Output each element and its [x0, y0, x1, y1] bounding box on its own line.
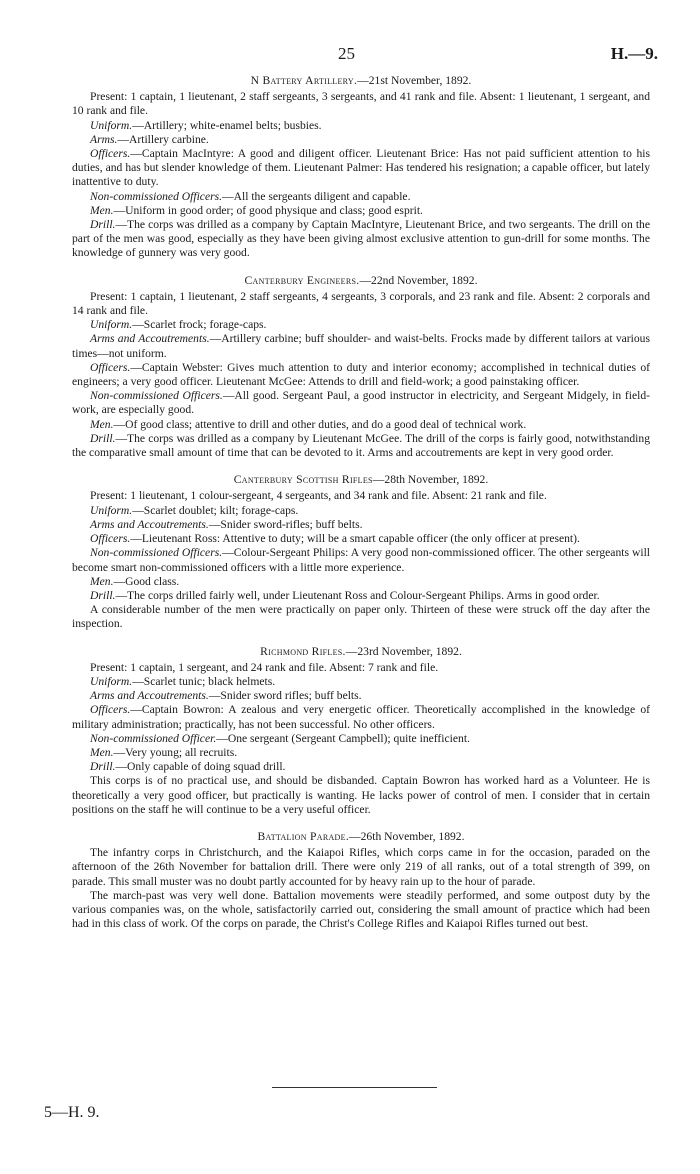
- paragraph-text: —Snider sword-rifles; buff belts.: [208, 517, 363, 531]
- section-paragraph: [72, 133, 650, 147]
- paragraph-text: —Of good class; attentive to drill and other duties, and do a good deal of technical work.: [113, 417, 527, 431]
- paragraph-label: Uniform.: [90, 503, 133, 517]
- paragraph-label: Drill.: [90, 431, 116, 445]
- section-paragraph: [72, 760, 650, 774]
- section-title: [72, 74, 650, 88]
- section-title-date: —28th November, 1892.: [372, 473, 489, 487]
- section-title-name: N Battery Artillery.: [250, 74, 358, 87]
- section-paragraph: [72, 290, 650, 318]
- paragraph-label: Non-commissioned Officers.: [90, 189, 223, 203]
- paragraph-text: —Lieutenant Ross: Attentive to duty; will be a smart capable officer (the only officer at present).: [130, 532, 580, 546]
- paragraph-label: Arms.: [90, 132, 118, 146]
- section-paragraph: [72, 418, 650, 432]
- section-title-name: Battalion Parade.: [257, 829, 350, 843]
- paragraph-text: —Captain Webster: Gives much attention to duty and interior economy; accomplished in technical duties of engineers; a very good officer. Lieutenant McGee: Attends to drill and field-work; a good painstaking officer.: [72, 360, 650, 389]
- paragraph-text: —Captain MacIntyre: A good and diligent officer. Lieutenant Brice: Has not paid sufficient attention to his duties, and has but slender knowledge of them. Lieutenant Palmer: Has tendered his resignation; a capable officer, but lately inattentive to duty.: [72, 147, 650, 189]
- paragraph-label: Men.: [90, 574, 114, 588]
- section-title-date: —21st November, 1892.: [357, 74, 472, 87]
- paragraph-text: —Scarlet frock; forage-caps.: [132, 318, 267, 332]
- paragraph-text: —Scarlet doublet; kilt; forage-caps.: [132, 503, 299, 517]
- section-title-date: —26th November, 1892.: [349, 829, 465, 843]
- section-paragraph: [72, 889, 650, 932]
- section-paragraph: [72, 746, 650, 760]
- paragraph-label: Men.: [90, 203, 114, 217]
- paragraph-text: —Good class.: [113, 574, 180, 588]
- paragraph-text: —One sergeant (Sergeant Campbell); quite inefficient.: [216, 731, 470, 745]
- section-paragraph: [72, 546, 650, 574]
- section-paragraph: [72, 147, 650, 190]
- paragraph-text: —Artillery carbine; buff shoulder- and waist-belts. Frocks made by different tailors at various times—not uniform.: [72, 332, 650, 360]
- report-section: [72, 830, 650, 931]
- section-paragraph: [72, 575, 650, 589]
- closing-rule: [272, 1087, 437, 1088]
- section-paragraph: [72, 603, 650, 631]
- section-paragraph: [72, 204, 650, 218]
- section-paragraph: [72, 689, 650, 703]
- section-paragraph: [72, 675, 650, 689]
- paragraph-text: This corps is of no practical use, and should be disbanded. Captain Bowron has worked hard as a Volunteer. He is theoretically a very good officer, but practically is wanting. He lacks power of control of men. I consider that in certain positions on the staff he will continue to be a very useful officer.: [72, 774, 650, 816]
- section-title-name: Canterbury Engineers.: [244, 273, 360, 287]
- section-title: [72, 830, 650, 844]
- section-paragraph: [72, 119, 650, 133]
- section-paragraph: [72, 318, 650, 332]
- paragraph-label: Drill.: [90, 760, 116, 774]
- section-paragraph: [72, 432, 650, 460]
- section-paragraph: [72, 703, 650, 731]
- section-paragraph: [72, 489, 650, 503]
- paragraph-text: —Artillery carbine.: [117, 132, 209, 146]
- paragraph-label: Officers.: [90, 703, 131, 717]
- paragraph-text: —Snider sword rifles; buff belts.: [208, 689, 362, 703]
- paragraph-text: —The corps was drilled as a company by Captain MacIntyre, Lieutenant Brice, and two sergeants. The drill on the part of the men was good, especially as they have been giving almost exclusive attention to gun-drill for some months. The knowledge of gunnery was very good.: [72, 218, 650, 260]
- paragraph-label: Non-commissioned Officers.: [90, 546, 223, 560]
- paragraph-text: —All good. Sergeant Paul, a good instructor in electricity, and Sergeant Midgely, in field-work, are especially good.: [72, 389, 650, 417]
- paragraph-text: —Only capable of doing squad drill.: [115, 760, 286, 774]
- section-paragraph: [72, 332, 650, 360]
- paragraph-text: —The corps drilled fairly well, under Lieutenant Ross and Colour-Sergeant Philips. Arms in good order.: [115, 588, 600, 602]
- paragraph-text: Present: 1 captain, 1 lieutenant, 2 staff sergeants, 3 sergeants, and 41 rank and file. Absent: 1 lieutenant, 1 sergeant, and 10 rank and file.: [72, 90, 650, 118]
- paragraph-text: —The corps was drilled as a company by Lieutenant McGee. The drill of the corps is fairly good, notwithstanding the comparative small amount of time that can be devoted to it. Arms and accoutrements are kept in very good order.: [72, 431, 650, 460]
- paragraph-label: Uniform.: [90, 318, 133, 332]
- report-section: [72, 473, 650, 631]
- paragraph-label: Arms and Accoutrements.: [90, 689, 209, 703]
- paragraph-label: Uniform.: [90, 118, 133, 132]
- section-paragraph: [72, 846, 650, 889]
- paragraph-label: Officers.: [90, 532, 131, 546]
- paragraph-text: —Captain Bowron: A zealous and very energetic officer. Theoretically accomplished in the knowledge of military administration; practically, has not been successful. No other officers.: [72, 703, 650, 731]
- section-paragraph: [72, 661, 650, 675]
- paragraph-label: Officers.: [90, 360, 131, 374]
- paragraph-label: Officers.: [90, 147, 131, 161]
- page-number: 25: [338, 44, 355, 63]
- paragraph-label: Arms and Accoutrements.: [90, 517, 209, 531]
- section-paragraph: [72, 218, 650, 261]
- paragraph-text: The infantry corps in Christchurch, and the Kaiapoi Rifles, which corps came in for the occasion, paraded on the afternoon of the 26th November for battalion drill. There were only 219 of all ranks, out of a total strength of 399, on parade. This small muster was no doubt partly accounted for by heavy rain up to the hour of parade.: [72, 846, 650, 888]
- paragraph-label: Men.: [90, 417, 114, 431]
- paragraph-text: —Colour-Sergeant Philips: A very good non-commissioned officer. The other sergeants will become smart non-commissioned officers with a little more experience.: [72, 546, 651, 574]
- report-section: [72, 74, 650, 261]
- paragraph-text: —Very young; all recruits.: [113, 745, 238, 759]
- paragraph-text: A considerable number of the men were practically on paper only. Thirteen of these were struck off the day after the inspection.: [72, 603, 650, 631]
- section-title: [72, 645, 650, 659]
- section-paragraph: [72, 532, 650, 546]
- paragraph-text: The march-past was very well done. Battalion movements were steadily performed, and some outpost duty by the various companies was, on the whole, satisfactorily carried out, considering the small amount of practice which had been had in this class of work. Of the corps on parade, the Christ's College Rifles and Kaiapoi Rifles turned out best.: [72, 888, 650, 931]
- paragraph-label: Drill.: [90, 588, 116, 602]
- paragraph-label: Drill.: [90, 218, 116, 232]
- paragraph-label: Men.: [90, 745, 114, 759]
- paragraph-text: —Artillery; white-enamel belts; busbies.: [132, 118, 322, 132]
- section-paragraph: [72, 518, 650, 532]
- report-section: [72, 274, 650, 461]
- paragraph-text: Present: 1 captain, 1 lieutenant, 2 staff sergeants, 4 sergeants, 3 corporals, and 23 rank and file. Absent: 2 corporals and 14 rank and file.: [72, 289, 650, 318]
- section-paragraph: [72, 361, 650, 389]
- paragraph-text: —Scarlet tunic; black helmets.: [132, 674, 276, 688]
- paragraph-text: Present: 1 captain, 1 sergeant, and 24 rank and file. Absent: 7 rank and file.: [90, 660, 439, 674]
- section-title-name: Richmond Rifles.: [260, 644, 346, 658]
- paragraph-label: Non-commissioned Officers.: [90, 389, 223, 403]
- section-title-date: —22nd November, 1892.: [359, 273, 478, 287]
- section-paragraph: [72, 732, 650, 746]
- document-body: [72, 74, 650, 944]
- paragraph-label: Arms and Accoutrements.: [90, 332, 210, 346]
- section-paragraph: [72, 589, 650, 603]
- section-paragraph: [72, 389, 650, 417]
- page-code: H.—9.: [610, 44, 658, 63]
- paragraph-text: Present: 1 lieutenant, 1 colour-sergeant, 4 sergeants, and 34 rank and file. Absent: 21 rank and file.: [90, 489, 547, 503]
- page-header: [0, 44, 700, 66]
- section-paragraph: [72, 774, 650, 817]
- paragraph-text: —Uniform in good order; of good physique and class; good esprit.: [113, 203, 423, 217]
- section-title: [72, 274, 650, 288]
- section-paragraph: [72, 190, 650, 204]
- section-paragraph: [72, 90, 650, 118]
- paragraph-label: Non-commissioned Officer.: [90, 731, 217, 745]
- section-title-date: —23rd November, 1892.: [345, 644, 462, 658]
- paragraph-text: —All the sergeants diligent and capable.: [222, 189, 411, 203]
- report-section: [72, 645, 650, 817]
- paragraph-label: Uniform.: [90, 674, 133, 688]
- section-title-name: Canterbury Scottish Rifles: [233, 473, 373, 487]
- section-title: [72, 473, 650, 487]
- section-paragraph: [72, 504, 650, 518]
- footer-signature: 5—H. 9.: [44, 1104, 100, 1121]
